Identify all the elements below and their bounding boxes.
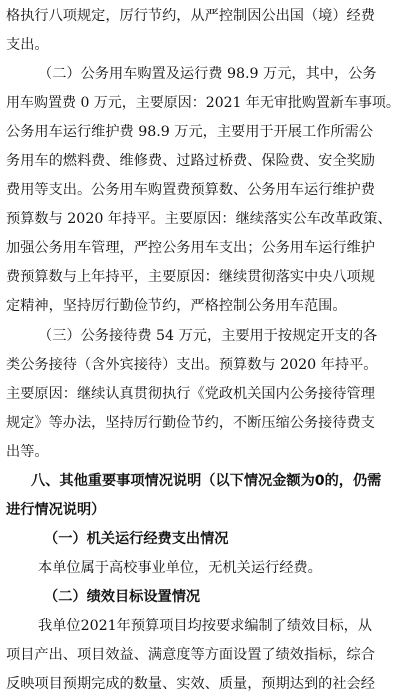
body-text-line: 公务用车运行维护费 98.9 万元，主要用于开展工作所需公 [6, 124, 373, 140]
section-heading-continued: 进行情况说明） [6, 502, 106, 518]
body-text-line: 项目产出、项目效益、满意度等方面设置了绩效指标，综合 [6, 647, 375, 663]
subsection-heading: （二）绩效目标设置情况 [44, 589, 201, 605]
body-text-line: 本单位属于高校事业单位，无机关运行经费。 [38, 560, 322, 576]
section-heading: 八、其他重要事项情况说明（以下情况金额为0的，仍需 [31, 473, 382, 489]
body-text-line: 反映项目预期完成的数量、实效、质量，预期达到的社会经 [6, 676, 375, 692]
body-text-line: 主要原因：继续认真贯彻执行《党政机关国内公务接待管理 [6, 386, 375, 402]
body-text-line: 费预算数与上年持平，主要原因：继续贯彻落实中央八项规 [6, 269, 375, 285]
body-text-line: 类公务接待（含外宾接待）支出。预算数与 2020 年持平。 [6, 357, 378, 373]
body-text-line: 支出。 [6, 37, 49, 53]
body-text-line: 出等。 [6, 444, 49, 460]
subsection-heading: （一）机关运行经费支出情况 [44, 531, 229, 547]
body-text-line: 加强公务用车管理，严控公务用车支出；公务用车运行维护 [6, 240, 375, 256]
body-text-line: 规定》等办法，坚持厉行勤俭节约，不断压缩公务接待费支 [6, 415, 375, 431]
body-text-line: （三）公务接待费 54 万元，主要用于按规定开支的各 [38, 328, 378, 344]
body-text-line: 务用车的燃料费、维修费、过路过桥费、保险费、安全奖励 [6, 153, 375, 169]
body-text-line: 我单位2021年预算项目均按要求编制了绩效目标，从 [38, 618, 373, 634]
body-text-line: 格执行八项规定，厉行节约，从严控制因公出国（境）经费 [6, 8, 375, 24]
body-text-line: 预算数与 2020 年持平。主要原因：继续落实公车改革政策、 [6, 211, 392, 227]
body-text-line: 定精神，坚持厉行勤俭节约，严格控制公务用车范围。 [6, 298, 347, 314]
body-text-line: 用车购置费 0 万元，主要原因：2021 年无审批购置新车事项。 [6, 95, 400, 111]
body-text-line: 费用等支出。公务用车购置费预算数、公务用车运行维护费 [6, 182, 375, 198]
body-text-line: （二）公务用车购置及运行费 98.9 万元，其中，公务 [38, 66, 377, 82]
